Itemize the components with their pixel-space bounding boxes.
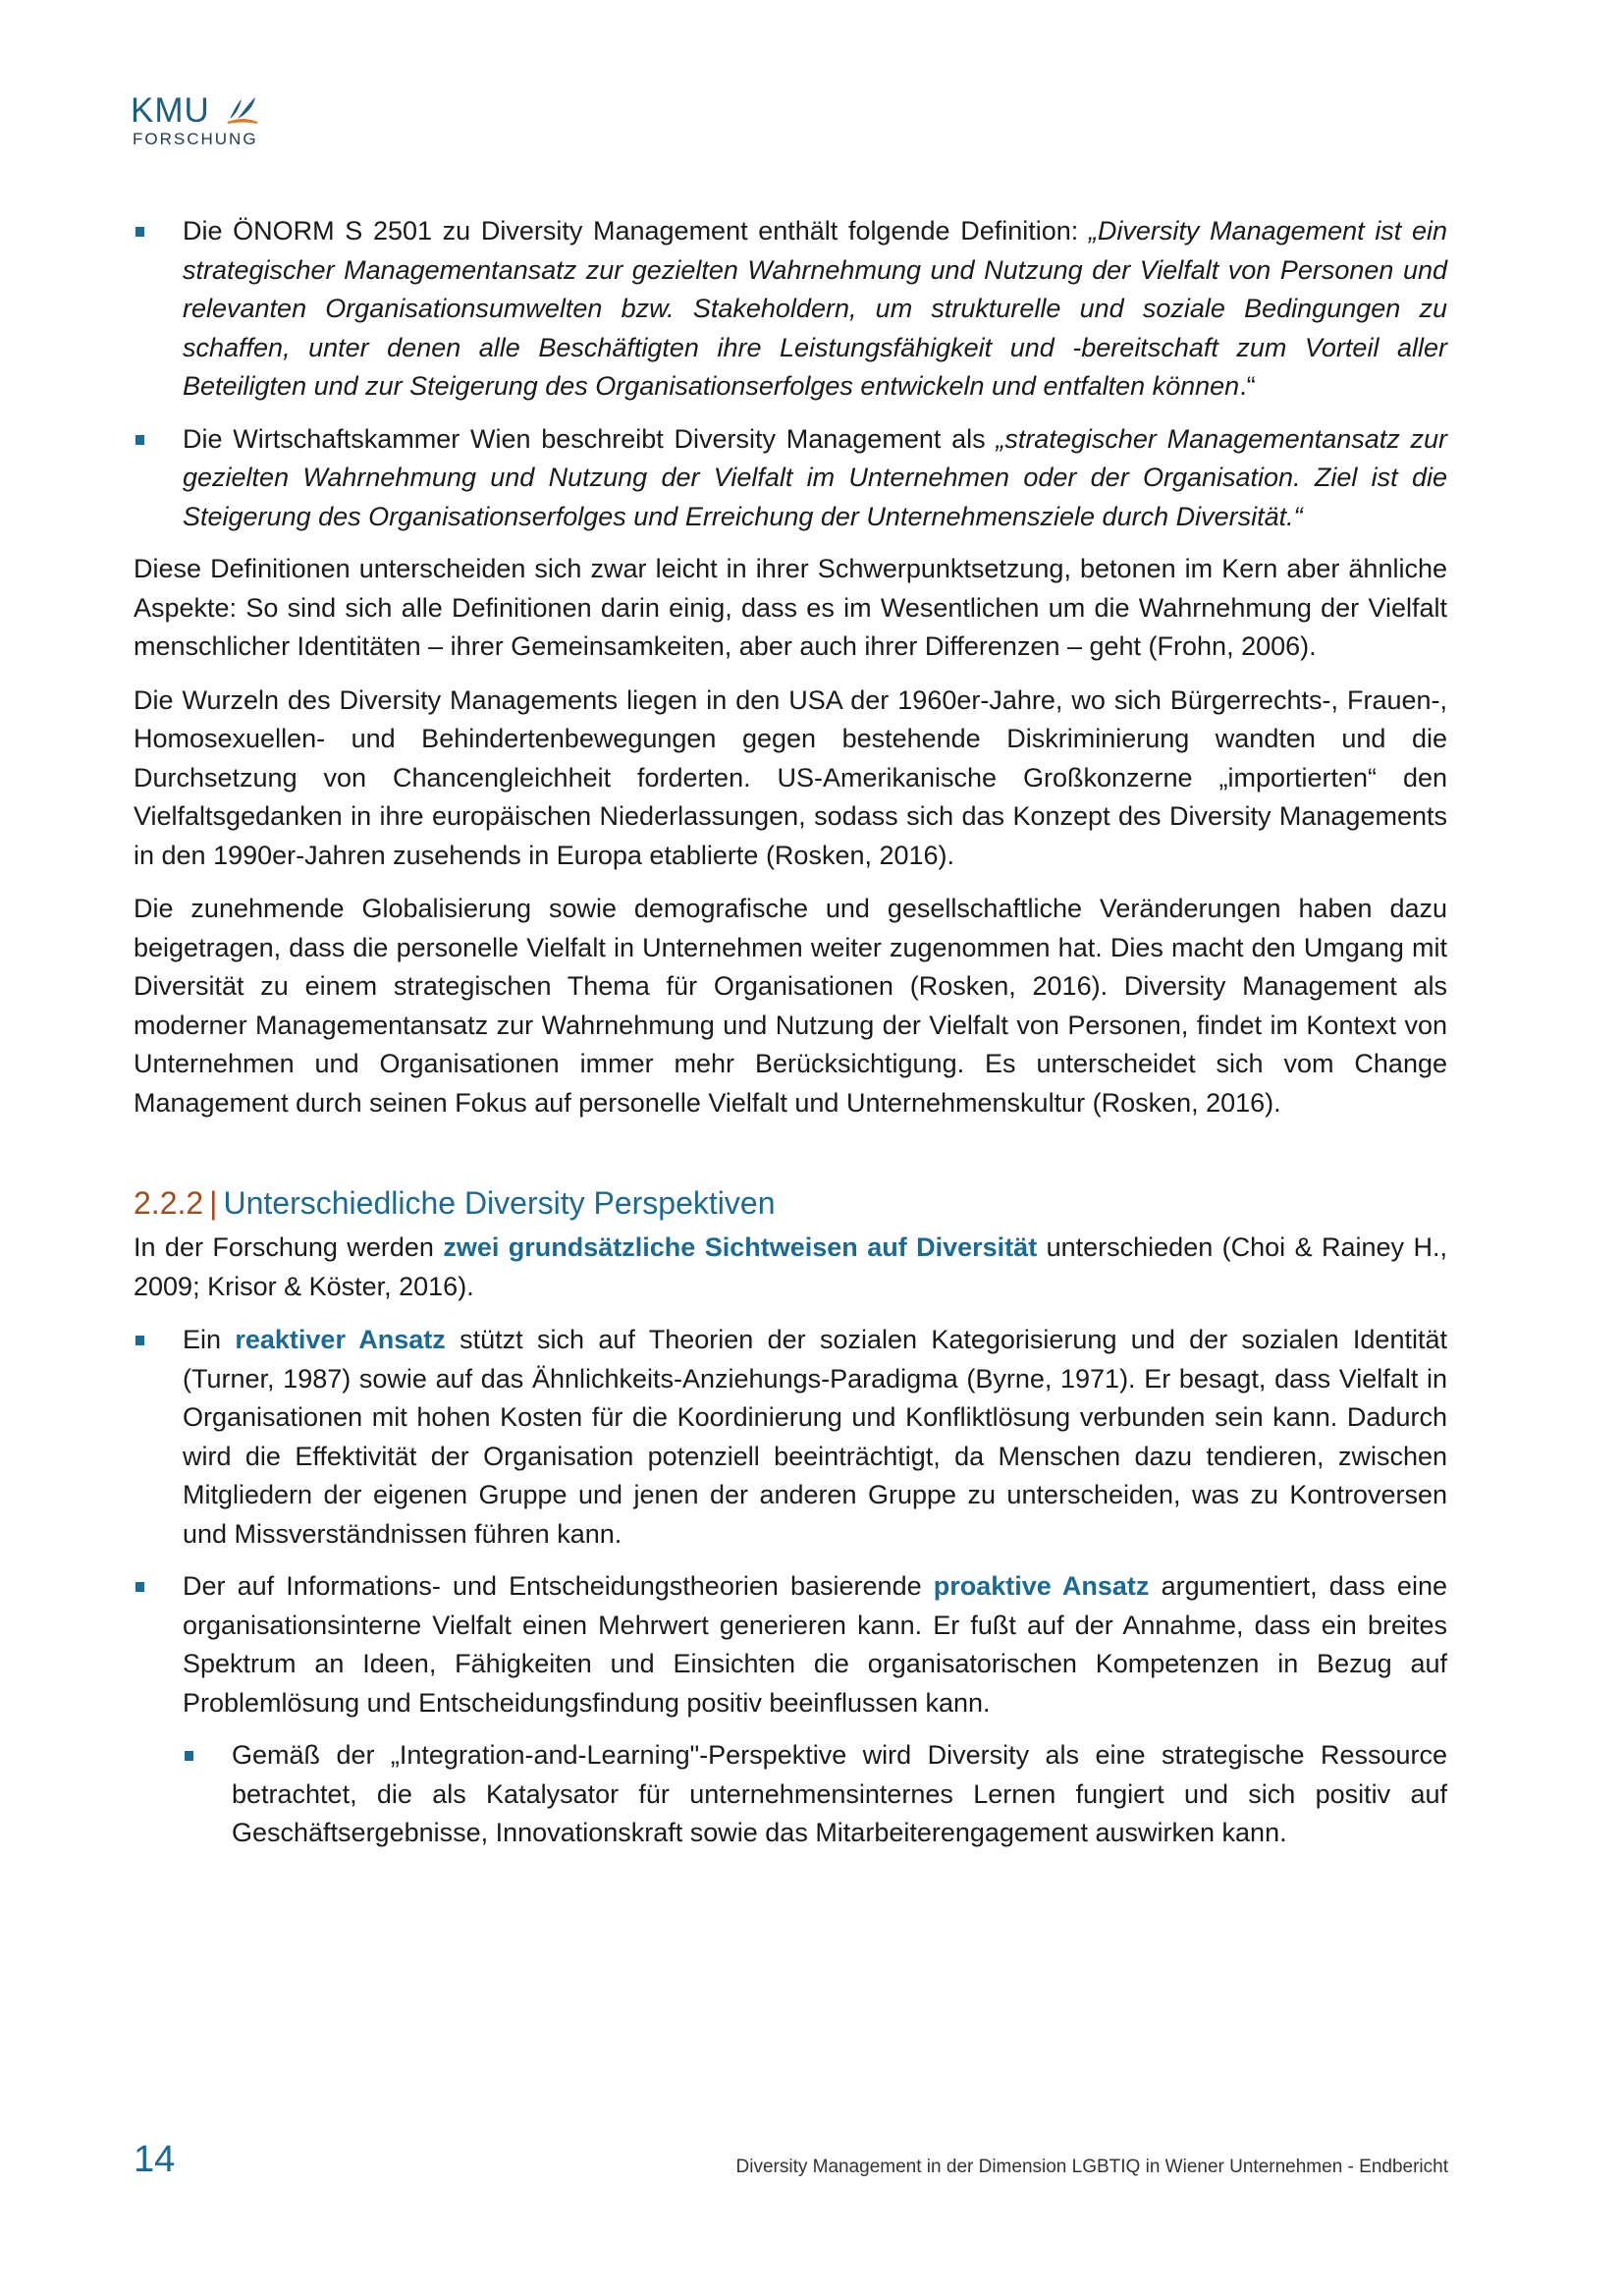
page-content [134, 212, 1447, 1867]
bullet-text-after: argumentiert, dass eine organisationsinterne Vielfalt einen Mehrwert generieren kann. Er fußt auf der Annahme, dass ein breites Spektrum an Ideen, Fähigkeiten und Einsichten die organisatorischen Kompetenzen in Bezug auf Problemlösung und Entscheidungsfindung positiv beeinflussen kann. [183, 1571, 1447, 1718]
square-bullet-icon [135, 227, 144, 237]
kmu-forschung-logo [131, 93, 268, 152]
logo-text-kmu: KMU [131, 91, 210, 130]
footer-document-title: Diversity Management in der Dimension LGBTIQ in Wiener Unternehmen - Endbericht [735, 2157, 1448, 2177]
intro-text: In der Forschung werden [134, 1232, 444, 1262]
logo-text-forschung: FORSCHUNG [133, 130, 258, 148]
bullet-text: Der auf Informations- und Entscheidungstheorien basierende [183, 1571, 934, 1601]
page-number: 14 [134, 2139, 176, 2180]
section-separator: | [209, 1185, 218, 1221]
section-title: Unterschiedliche Diversity Perspektiven [223, 1185, 776, 1221]
reactive-approach-bullet [134, 1321, 1447, 1554]
definition-bullet-oenorm [134, 212, 1447, 407]
definition-bullet-wko [134, 420, 1447, 537]
bullet-text-after: stützt sich auf Theorien der sozialen Kategorisierung und der sozialen Identität (Turner, 1987) sowie auf das Ähnlichkeits-Anziehungs-Paradigma (Byrne, 1971). Er besagt, dass Vielfalt in Organisationen mit hohen Kosten für die Koordinierung und Konfliktlösung verbunden sein kann. Dadurch wird die Effektivität der Organisation potenziell beeinträchtigt, da Menschen dazu tendieren, zwischen Mitgliedern der eigenen Gruppe und jenen der anderen Gruppe zu unterscheiden, was zu Kontroversen und Missverständnissen führen kann. [183, 1325, 1447, 1549]
square-bullet-icon [135, 1336, 144, 1345]
paragraph-globalization: Die zunehmende Globalisierung sowie demografische und gesellschaftliche Veränderungen haben dazu beigetragen, dass die personelle Vielfalt in Unternehmen weiter zugenommen hat. Dies macht den Umgang mit Diversität zu einem strategischen Thema für Organisationen (Rosken, 2016). Diversity Management als moderner Managementansatz zur Wahrnehmung und Nutzung der Vielfalt von Personen, findet im Kontext von Unternehmen und Organisationen immer mehr Berücksichtigung. Es unterscheidet sich vom Change Management durch seinen Fokus auf personelle Vielfalt und Unternehmenskultur (Rosken, 2016). [134, 894, 1447, 1118]
intro-highlight: zwei grundsätzliche Sichtweisen auf Diversität [443, 1232, 1038, 1262]
section-intro [134, 1229, 1447, 1306]
square-bullet-icon [135, 1582, 144, 1592]
bullet-text-quote: „Diversity Management ist ein strategischer Managementansatz zur gezielten Wahrnehmung und Nutzung der Vielfalt von Personen und relevanten Organisationsumwelten bzw. Stakeholdern, um strukturelle und soziale Bedingungen zu schaffen, unter denen alle Beschäftigten ihre Leistungsfähigkeit und -bereitschaft zum Vorteil aller Beteiligten und zur Steigerung des Organisationserfolges entwickeln und entfalten können [183, 216, 1447, 401]
paragraph-roots: Die Wurzeln des Diversity Managements liegen in den USA der 1960er-Jahre, wo sich Bürgerrechts-, Frauen-, Homosexuellen- und Behindertenbewegungen gegen bestehende Diskriminierung wandten und die Durchsetzung von Chancengleichheit forderten. US-Amerikanische Großkonzerne „importierten“ den Vielfaltsgedanken in ihre europäischen Niederlassungen, sodass sich das Konzept des Diversity Managements in den 1990er-Jahren zusehends in Europa etablierte (Rosken, 2016). [134, 684, 1447, 870]
logo-swoosh-icon [224, 93, 263, 127]
bullet-text-quote: „strategischer Managementansatz zur gezielten Wahrnehmung und Nutzung der Vielfalt im Unternehmen oder der Organisation. Ziel ist die Steigerung des Organisationserfolges und Erreichung der Unternehmensziele durch Diversität.“ [183, 423, 1447, 531]
bullet-text-normal: Die Wirtschaftskammer Wien beschreibt Diversity Management als [183, 423, 997, 454]
bullet-text-tail: .“ [1239, 371, 1256, 401]
sub-bullet-text: Gemäß der „Integration-and-Learning"-Perspektive wird Diversity als eine strategische Ressource betrachtet, die als Katalysator für unternehmensinternes Lernen fungiert und sich positiv auf Geschäftsergebnisse, Innovationskraft sowie das Mitarbeiterengagement auswirken kann. [232, 1740, 1447, 1847]
bullet-highlight: proaktive Ansatz [933, 1571, 1150, 1601]
intro-text-after: unterschieden (Choi & Rainey H., 2009; Krisor & Köster, 2016). [134, 1232, 1447, 1301]
section-heading [134, 1183, 1447, 1223]
section-number: 2.2.2 [134, 1185, 204, 1221]
paragraph-definitions: Diese Definitionen unterscheiden sich zwar leicht in ihrer Schwerpunktsetzung, betonen im Kern aber ähnliche Aspekte: So sind sich alle Definitionen darin einig, dass es im Wesentlichen um die Wahrnehmung der Vielfalt menschlicher Identitäten – ihrer Gemeinsamkeiten, aber auch ihrer Differenzen – geht (Frohn, 2006). [134, 554, 1447, 661]
bullet-text: Ein [183, 1325, 236, 1354]
proactive-approach-bullet [134, 1567, 1447, 1722]
integration-learning-sub-bullet [183, 1736, 1447, 1853]
square-bullet-icon [135, 435, 144, 445]
bullet-text-normal: Die ÖNORM S 2501 zu Diversity Management enthält folgende Definition: [183, 216, 1089, 246]
square-bullet-icon [185, 1751, 193, 1761]
bullet-highlight: reaktiver Ansatz [235, 1325, 446, 1354]
